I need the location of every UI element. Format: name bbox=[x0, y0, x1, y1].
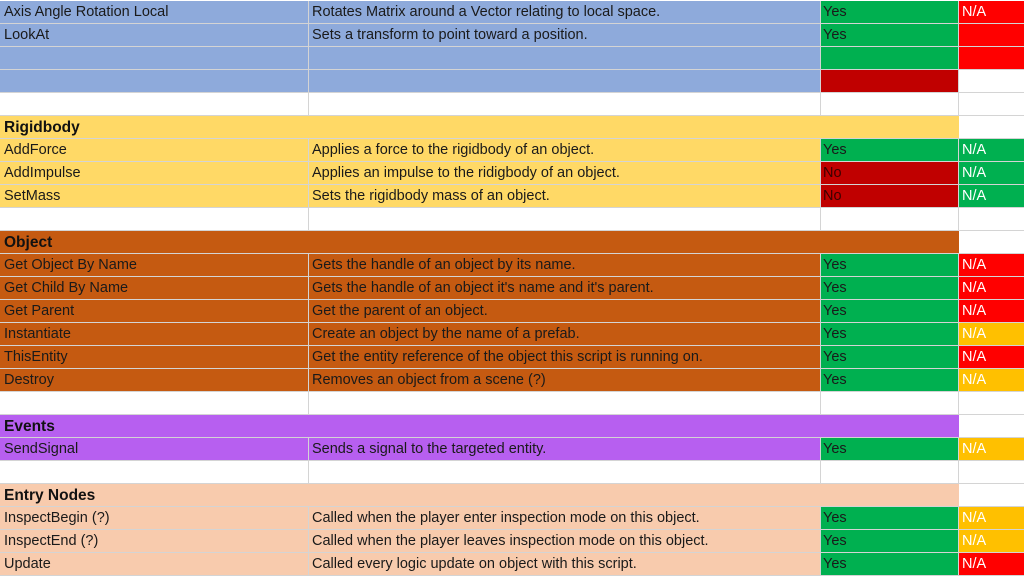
description-cell[interactable]: Gets the handle of an object by its name. bbox=[309, 254, 821, 277]
blank-cell[interactable] bbox=[959, 392, 1024, 415]
function-name-cell[interactable]: Update bbox=[0, 553, 309, 576]
implemented-status-cell[interactable]: Yes bbox=[821, 300, 959, 323]
platform-status-cell[interactable]: N/A bbox=[959, 162, 1024, 185]
function-name-cell[interactable]: ThisEntity bbox=[0, 346, 309, 369]
function-name-cell[interactable]: Instantiate bbox=[0, 323, 309, 346]
implemented-status-cell[interactable]: Yes bbox=[821, 438, 959, 461]
platform-status-cell[interactable]: N/A bbox=[959, 1, 1024, 24]
platform-status-cell[interactable]: N/A bbox=[959, 530, 1024, 553]
description-cell[interactable]: Sets the rigidbody mass of an object. bbox=[309, 185, 821, 208]
description-cell[interactable]: Get the entity reference of the object this script is running on. bbox=[309, 346, 821, 369]
implemented-status-cell[interactable]: No bbox=[821, 162, 959, 185]
function-name-cell[interactable]: Get Child By Name bbox=[0, 277, 309, 300]
implemented-status-cell[interactable] bbox=[821, 70, 959, 93]
platform-status-cell[interactable] bbox=[959, 70, 1024, 93]
blank-cell[interactable] bbox=[0, 93, 309, 116]
function-name-cell[interactable]: Axis Angle Rotation Local bbox=[0, 1, 309, 24]
function-name-cell[interactable]: SetMass bbox=[0, 185, 309, 208]
description-cell[interactable] bbox=[309, 70, 821, 93]
blank-cell[interactable] bbox=[959, 231, 1024, 254]
function-name-cell[interactable] bbox=[0, 47, 309, 70]
platform-status-cell[interactable]: N/A bbox=[959, 507, 1024, 530]
function-name-cell[interactable]: InspectEnd (?) bbox=[0, 530, 309, 553]
function-name-cell[interactable]: AddForce bbox=[0, 139, 309, 162]
implemented-status-cell[interactable]: Yes bbox=[821, 507, 959, 530]
blank-cell[interactable] bbox=[309, 208, 821, 231]
platform-status-cell[interactable] bbox=[959, 24, 1024, 47]
implemented-status-cell[interactable]: Yes bbox=[821, 1, 959, 24]
platform-status-cell[interactable]: N/A bbox=[959, 300, 1024, 323]
function-name-cell[interactable]: SendSignal bbox=[0, 438, 309, 461]
platform-status-cell[interactable]: N/A bbox=[959, 323, 1024, 346]
platform-status-cell[interactable]: N/A bbox=[959, 369, 1024, 392]
blank-cell[interactable] bbox=[0, 461, 309, 484]
function-name-cell[interactable]: Destroy bbox=[0, 369, 309, 392]
implemented-status-cell[interactable]: Yes bbox=[821, 530, 959, 553]
blank-cell[interactable] bbox=[309, 93, 821, 116]
blank-cell[interactable] bbox=[309, 392, 821, 415]
platform-status-cell[interactable]: N/A bbox=[959, 553, 1024, 576]
platform-status-cell[interactable]: N/A bbox=[959, 185, 1024, 208]
implemented-status-cell[interactable]: Yes bbox=[821, 553, 959, 576]
blank-cell[interactable] bbox=[821, 392, 959, 415]
function-name-cell[interactable]: LookAt bbox=[0, 24, 309, 47]
implemented-status-cell[interactable]: Yes bbox=[821, 139, 959, 162]
description-cell[interactable]: Called every logic update on object with this script. bbox=[309, 553, 821, 576]
description-cell[interactable] bbox=[309, 47, 821, 70]
function-name-cell[interactable]: Get Object By Name bbox=[0, 254, 309, 277]
function-name-cell[interactable]: InspectBegin (?) bbox=[0, 507, 309, 530]
implemented-status-cell[interactable]: Yes bbox=[821, 24, 959, 47]
platform-status-cell[interactable]: N/A bbox=[959, 254, 1024, 277]
platform-status-cell[interactable]: N/A bbox=[959, 438, 1024, 461]
implemented-status-cell[interactable]: Yes bbox=[821, 254, 959, 277]
description-cell[interactable]: Sends a signal to the targeted entity. bbox=[309, 438, 821, 461]
blank-cell[interactable] bbox=[959, 208, 1024, 231]
implemented-status-cell[interactable]: Yes bbox=[821, 369, 959, 392]
blank-cell[interactable] bbox=[821, 208, 959, 231]
blank-cell[interactable] bbox=[959, 93, 1024, 116]
description-cell[interactable]: Applies an impulse to the ridigbody of an object. bbox=[309, 162, 821, 185]
description-cell[interactable]: Get the parent of an object. bbox=[309, 300, 821, 323]
platform-status-cell[interactable]: N/A bbox=[959, 139, 1024, 162]
platform-status-cell[interactable]: N/A bbox=[959, 346, 1024, 369]
implemented-status-cell[interactable]: Yes bbox=[821, 277, 959, 300]
description-cell[interactable]: Create an object by the name of a prefab. bbox=[309, 323, 821, 346]
function-name-cell[interactable]: Get Parent bbox=[0, 300, 309, 323]
description-cell[interactable]: Removes an object from a scene (?) bbox=[309, 369, 821, 392]
blank-cell[interactable] bbox=[0, 208, 309, 231]
blank-cell[interactable] bbox=[959, 484, 1024, 507]
description-cell[interactable]: Called when the player enter inspection mode on this object. bbox=[309, 507, 821, 530]
implemented-status-cell[interactable]: No bbox=[821, 185, 959, 208]
implemented-status-cell[interactable]: Yes bbox=[821, 346, 959, 369]
blank-cell[interactable] bbox=[959, 116, 1024, 139]
blank-cell[interactable] bbox=[309, 461, 821, 484]
section-heading[interactable]: Object bbox=[0, 231, 959, 254]
section-heading[interactable]: Events bbox=[0, 415, 959, 438]
description-cell[interactable]: Gets the handle of an object it's name and it's parent. bbox=[309, 277, 821, 300]
description-cell[interactable]: Rotates Matrix around a Vector relating to local space. bbox=[309, 1, 821, 24]
blank-cell[interactable] bbox=[959, 415, 1024, 438]
description-cell[interactable]: Applies a force to the rigidbody of an object. bbox=[309, 139, 821, 162]
description-cell[interactable]: Sets a transform to point toward a position. bbox=[309, 24, 821, 47]
blank-cell[interactable] bbox=[959, 461, 1024, 484]
blank-cell[interactable] bbox=[0, 392, 309, 415]
function-name-cell[interactable] bbox=[0, 70, 309, 93]
description-cell[interactable]: Called when the player leaves inspection mode on this object. bbox=[309, 530, 821, 553]
platform-status-cell[interactable]: N/A bbox=[959, 277, 1024, 300]
section-heading[interactable]: Rigidbody bbox=[0, 116, 959, 139]
section-heading[interactable]: Entry Nodes bbox=[0, 484, 959, 507]
function-name-cell[interactable]: AddImpulse bbox=[0, 162, 309, 185]
platform-status-cell[interactable] bbox=[959, 47, 1024, 70]
implemented-status-cell[interactable]: Yes bbox=[821, 323, 959, 346]
implemented-status-cell[interactable] bbox=[821, 47, 959, 70]
blank-cell[interactable] bbox=[821, 461, 959, 484]
blank-cell[interactable] bbox=[821, 93, 959, 116]
